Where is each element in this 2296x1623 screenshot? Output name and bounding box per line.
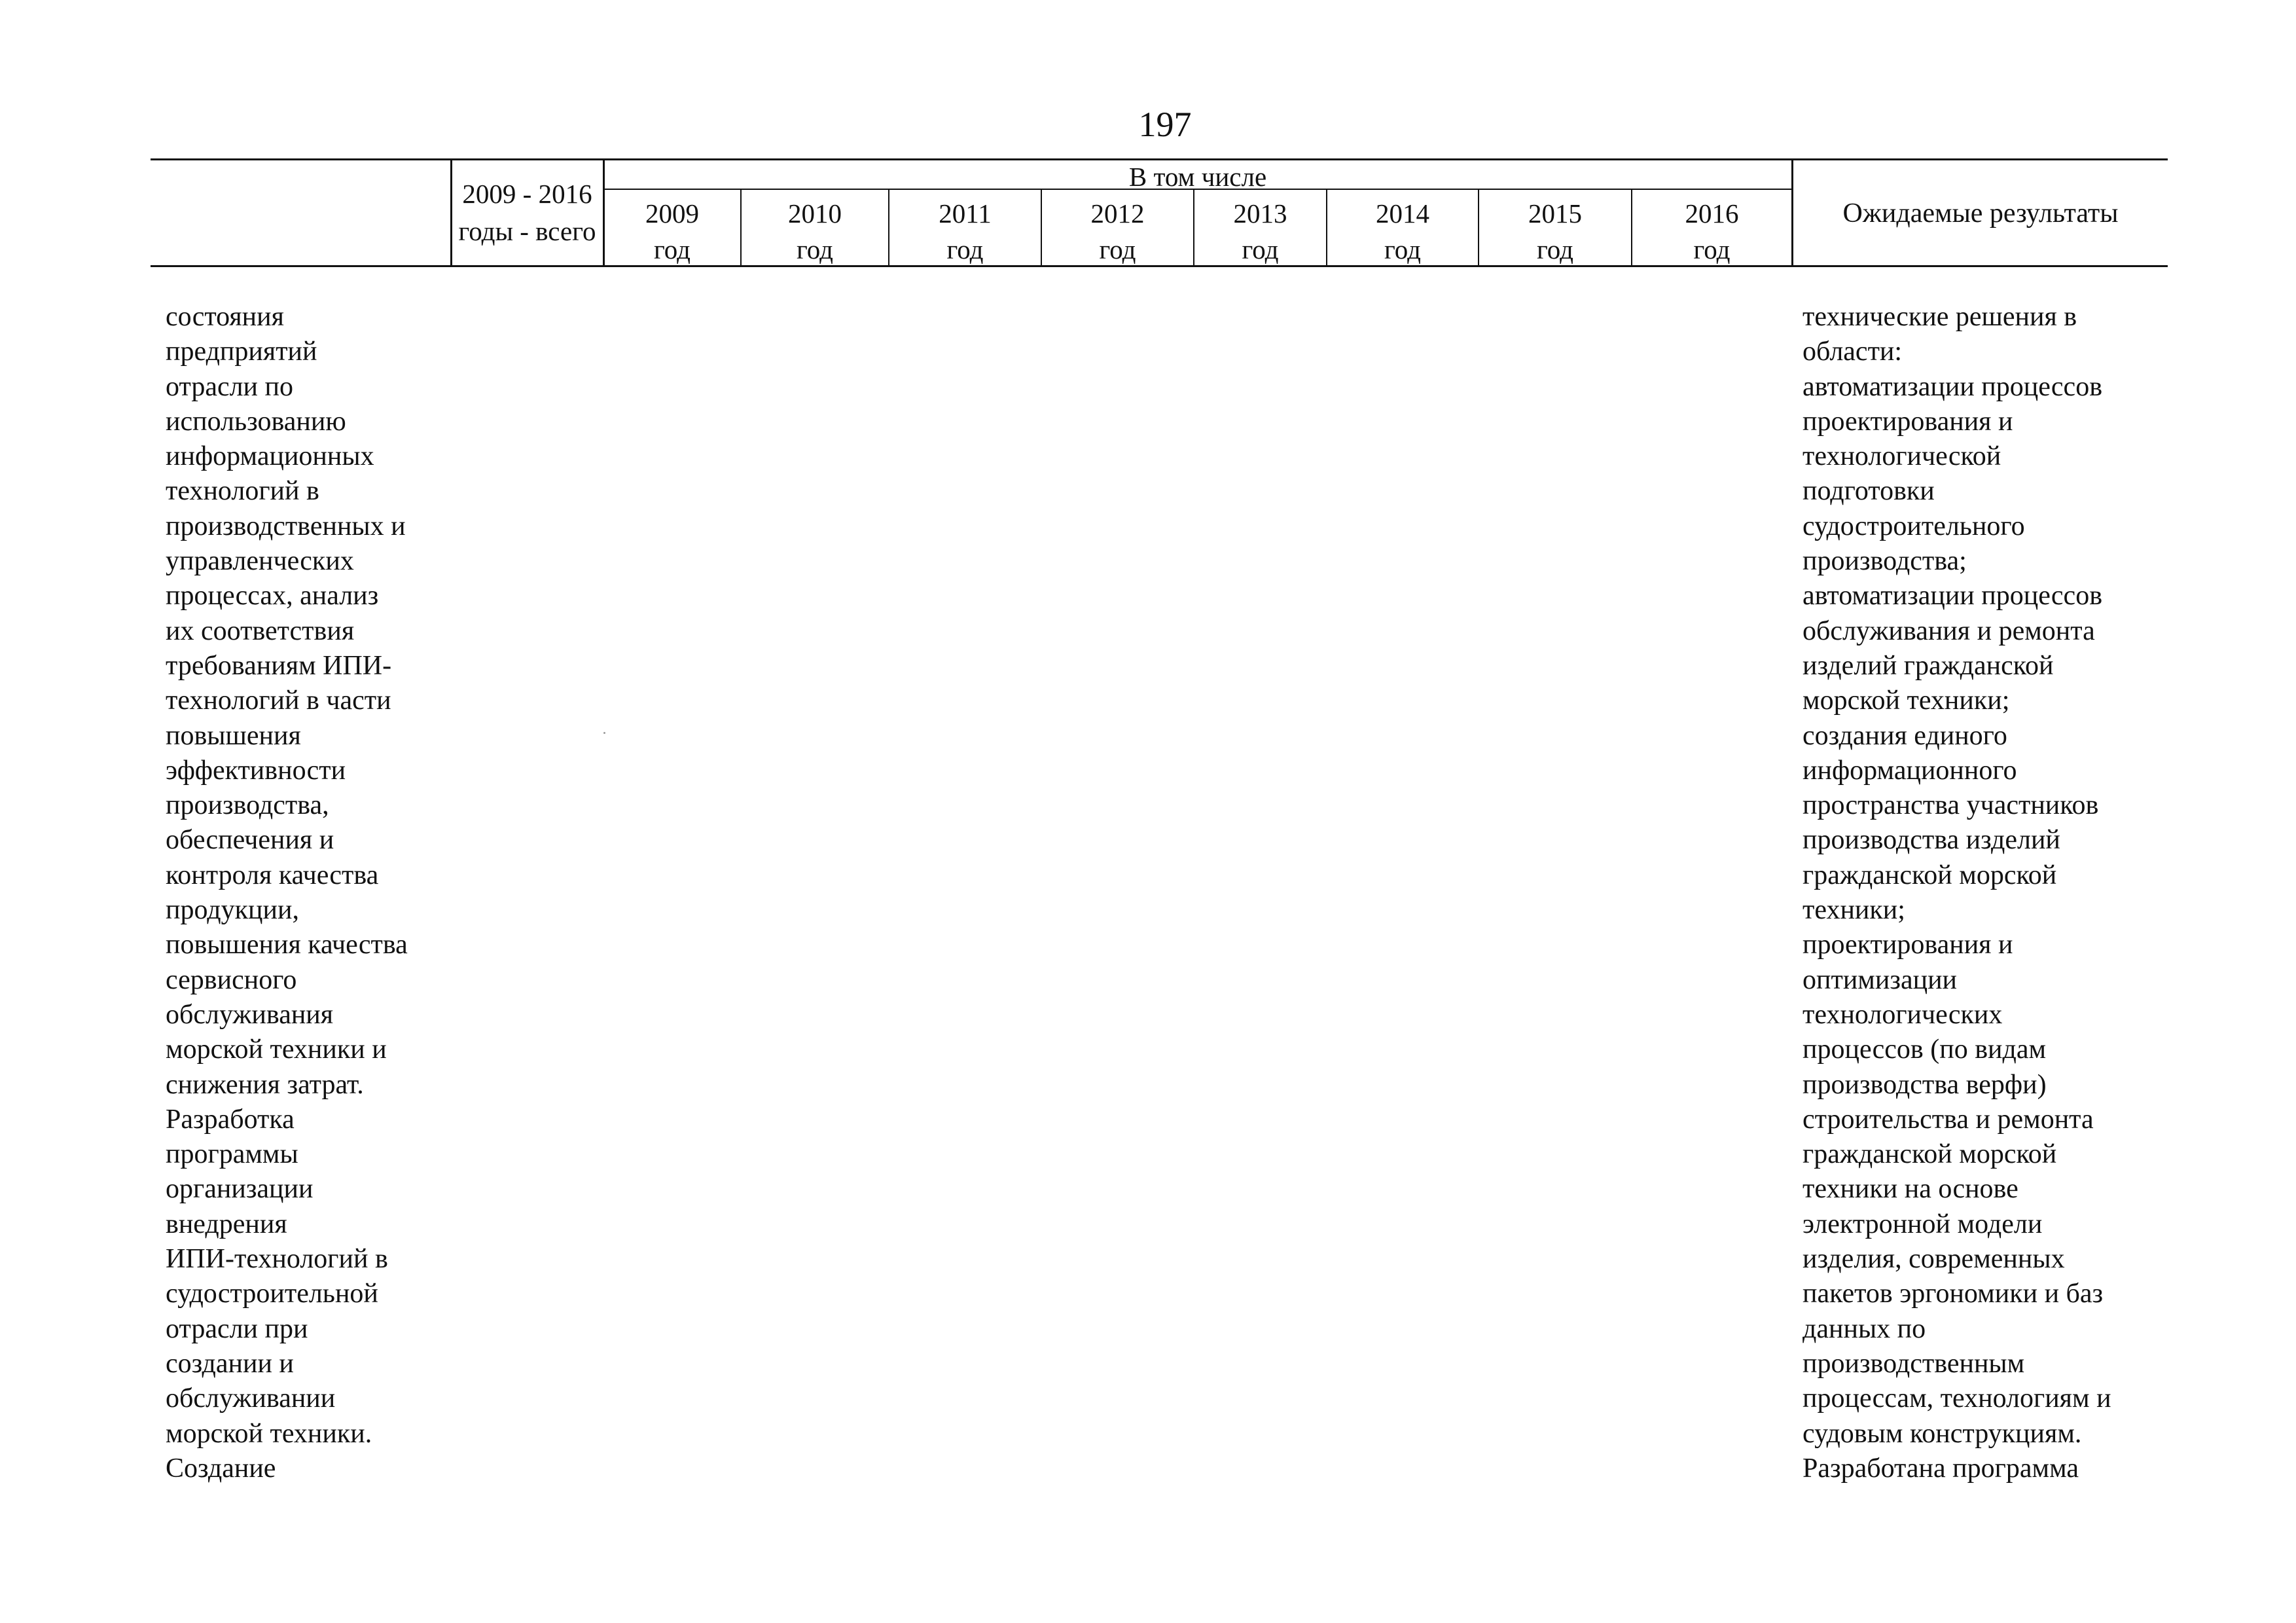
right-line: судовым конструкциям. [1803,1418,2082,1449]
right-line: технологических [1803,999,2003,1030]
year-header-2009: 2009 [645,198,699,228]
year-unit-2016: год [1693,234,1731,264]
right-line: электронной модели [1803,1209,2043,1239]
right-line: пакетов эргономики и баз [1803,1279,2104,1309]
left-line: отрасли при [166,1313,308,1344]
left-line: внедрения [166,1209,287,1239]
page-number: 197 [1138,105,1192,144]
total-col-header-line1: 2009 - 2016 [462,179,592,209]
left-line: процессах, анализ [166,581,379,611]
left-line: управленческих [166,546,354,577]
right-line: изделия, современных [1803,1244,2065,1275]
left-line: создании и [166,1348,294,1379]
left-line: организации [166,1174,314,1205]
year-unit-2010: год [797,234,833,264]
right-line: проектирования и [1803,406,2013,437]
left-line: обслуживания [166,999,334,1030]
right-column-text [1803,300,2111,1486]
year-header-2013: 2013 [1233,198,1287,228]
right-line: гражданской морской [1803,860,2057,890]
left-line: эффективности [166,755,346,786]
year-unit-2014: год [1384,234,1421,264]
right-line: области: [1803,337,1903,367]
left-line: состояния [166,302,284,332]
right-line: технические решения в [1803,302,2077,332]
right-line: производственным [1803,1348,2025,1379]
right-line: технологической [1803,441,2001,472]
table-top-rule [151,158,2168,160]
left-column-text [166,300,408,1486]
right-line: обслуживания и ремонта [1803,615,2095,646]
left-line: морской техники и [166,1034,387,1065]
right-line: гражданской морской [1803,1139,2057,1170]
right-line: производства изделий [1803,825,2060,856]
year-unit-2011: год [946,234,984,264]
left-line: информационных [166,441,374,472]
year-header-2015: 2015 [1528,198,1582,228]
left-line: Создание [166,1453,276,1484]
right-line: производства верфи) [1803,1069,2047,1100]
left-line: обеспечения и [166,825,334,856]
right-line: данных по [1803,1313,1926,1344]
year-unit-2009: год [654,234,691,264]
right-line: техники на основе [1803,1174,2018,1205]
right-line: автоматизации процессов [1803,581,2103,611]
results-col-header: Ожидаемые результаты [1842,198,2119,228]
year-unit-2012: год [1099,234,1136,264]
left-line: использованию [166,406,346,437]
left-line: морской техники. [166,1418,372,1449]
right-line: процессам, технологиям и [1803,1383,2111,1414]
year-header-2011: 2011 [939,198,992,228]
year-unit-2013: год [1242,234,1279,264]
left-line: производственных и [166,511,406,541]
year-header-2016: 2016 [1685,198,1739,228]
scan-speck [603,732,605,734]
group-header-label: В том числе [1128,162,1267,192]
year-header-2010: 2010 [788,198,842,228]
left-line: Разработка [166,1104,295,1135]
left-line: снижения затрат. [166,1069,364,1100]
left-line: производства, [166,790,329,821]
divider-label-total [450,159,452,266]
table-header-bottom-rule [151,265,2168,267]
left-line: предприятий [166,337,317,367]
right-line: процессов (по видам [1803,1034,2047,1065]
left-line: их соответствия [166,615,355,646]
right-line: судостроительного [1803,511,2025,541]
right-line: создания единого [1803,720,2007,751]
right-line: подготовки [1803,476,1935,507]
right-line: оптимизации [1803,964,1958,995]
left-line: судостроительной [166,1279,378,1309]
right-line: автоматизации процессов [1803,371,2103,402]
year-header-2014: 2014 [1376,198,1429,228]
left-line: технологий в [166,476,319,507]
left-line: контроля качества [166,860,379,890]
left-line: отрасли по [166,371,294,402]
right-line: производства; [1803,546,1967,577]
right-line: техники; [1803,895,1905,926]
left-line: повышения качества [166,930,408,960]
total-col-header-line2: годы - всего [458,216,596,246]
left-line: технологий в части [166,685,391,716]
right-line: строительства и ремонта [1803,1104,2094,1135]
left-line: сервисного [166,964,297,995]
right-line: Разработана программа [1803,1453,2079,1484]
left-line: ИПИ-технологий в [166,1244,388,1275]
left-line: требованиям ИПИ- [166,650,392,681]
year-unit-2015: год [1537,234,1573,264]
right-line: морской техники; [1803,685,2010,716]
right-line: изделий гражданской [1803,650,2054,681]
year-header-2012: 2012 [1090,198,1145,228]
right-line: информационного [1803,755,2017,786]
left-line: обслуживании [166,1383,336,1414]
left-line: продукции, [166,895,299,926]
right-line: проектирования и [1803,930,2013,960]
right-line: пространства участников [1803,790,2099,821]
left-line: повышения [166,720,301,751]
left-line: программы [166,1139,298,1170]
